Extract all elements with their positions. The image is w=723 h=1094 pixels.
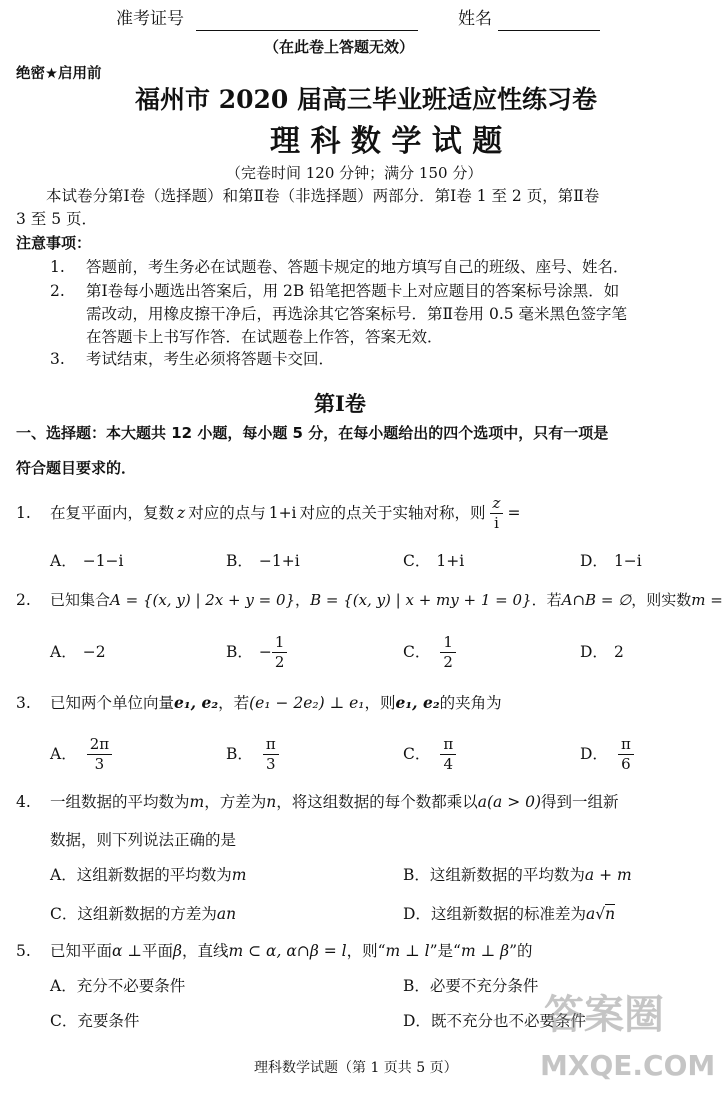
question-number: 5. (16, 942, 31, 960)
option-math: a + m (584, 866, 632, 884)
q5-text: ，直线 (181, 942, 229, 960)
option-sign: − (258, 643, 272, 661)
q5-text: ”是“ (429, 942, 461, 960)
option-math: a (585, 905, 596, 923)
fraction-numerator: z (490, 496, 504, 514)
option-label: C． (403, 643, 431, 661)
fraction-numerator: π (618, 737, 634, 755)
fraction-denominator: 6 (621, 754, 631, 773)
option-label: A． (50, 977, 77, 995)
exam-main-title: 福州市 2020 届高三毕业班适应性练习卷 (135, 85, 597, 114)
option-value: 1+i (436, 552, 465, 570)
option-value: 1−i (613, 552, 642, 570)
q3-text: 的夹角为 (439, 694, 502, 712)
q3-text: ，则 (364, 694, 396, 712)
watermark-url: MXQE.COM (540, 1049, 716, 1082)
q1-text: 对应的点关于实轴对称，则 (299, 504, 486, 522)
fraction-denominator: 2 (274, 652, 285, 671)
option-text: 这组新数据的方差为 (77, 905, 217, 923)
question-number: 2. (16, 591, 31, 609)
option-text: 这组新数据的平均数为 (429, 866, 585, 884)
secret-label: 绝密★启用前 (16, 66, 102, 82)
question-3-stem (50, 692, 502, 714)
option-math: n (605, 905, 616, 923)
question-2-stem (50, 589, 723, 611)
option-label: A． (50, 552, 77, 570)
q2-sep: ， (295, 591, 311, 609)
q1-option-a (50, 550, 124, 572)
note-line: 第Ⅰ卷每小题选出答案后，用 2B 铅笔把答题卡上对应题目的答案标号涂黑．如 (86, 282, 620, 300)
question-number: 1. (16, 504, 31, 522)
fraction-denominator: 4 (443, 754, 454, 773)
option-label: A． (50, 643, 77, 661)
q2-text: ．若 (531, 591, 562, 609)
question-5-stem (50, 940, 533, 962)
q1-equals: = (507, 504, 521, 522)
question-4-stem-line-2: 数据，则下列说法正确的是 (50, 831, 237, 849)
watermark-logo: 答案圈 (544, 992, 664, 1038)
option-text: 充分不必要条件 (76, 977, 186, 995)
option-text: 必要不充分条件 (429, 977, 539, 995)
admission-number-blank (196, 12, 418, 31)
option-label: C． (50, 1012, 78, 1030)
option-fraction (87, 734, 112, 773)
q4-var-m: m (189, 793, 205, 811)
option-value: 2 (613, 643, 624, 661)
q2-var-m: m = (691, 591, 723, 609)
q4-option-a (50, 864, 246, 886)
option-label: B． (226, 643, 253, 661)
fraction-numerator: π (263, 737, 279, 755)
option-label: D． (403, 1012, 431, 1030)
q4-option-c (50, 903, 236, 925)
name-blank (498, 12, 600, 31)
q3-text: 已知两个单位向量 (50, 694, 175, 712)
q5-cond-2: m ⊥ β (460, 942, 510, 960)
option-label: A． (50, 866, 77, 884)
q5-text: ”的 (509, 942, 533, 960)
q2-option-b (226, 630, 287, 674)
question-number: 3. (16, 694, 31, 712)
option-label: C． (403, 745, 431, 763)
notes-heading: 注意事项： (16, 234, 92, 252)
option-value: −2 (82, 643, 106, 661)
section-title: 第Ⅰ卷 (314, 391, 366, 416)
q2-option-a (50, 641, 106, 663)
intro-line-2: 3 至 5 页． (16, 210, 98, 228)
q2-option-c (403, 630, 456, 674)
option-label: D． (580, 552, 608, 570)
q3-option-a (50, 732, 112, 776)
option-label: B． (226, 745, 253, 763)
option-label: D． (580, 643, 608, 661)
q4-option-d (403, 903, 615, 925)
option-text: 这组新数据的平均数为 (76, 866, 232, 884)
q1-fraction (490, 493, 504, 532)
option-fraction (618, 734, 634, 773)
note-number: 3. (50, 350, 65, 368)
q5-text: 平面 (142, 942, 174, 960)
q5-cond-1: m ⊥ l (385, 942, 430, 960)
q5-text: 已知平面 (50, 942, 113, 960)
q1-text: 对应的点与 (188, 504, 266, 522)
section-instruction-line-2: 符合题目要求的． (16, 459, 137, 477)
option-text: 既不充分也不必要条件 (430, 1012, 586, 1030)
fraction-denominator: i (494, 513, 499, 532)
q4-text: ，将这组数据的每个数都乘以 (276, 793, 478, 811)
q5-beta: β (173, 942, 182, 960)
q1-var-z: z (177, 504, 186, 522)
option-fraction (263, 734, 279, 773)
q3-option-b (226, 732, 279, 776)
option-label: C． (403, 552, 431, 570)
q4-var-n: n (266, 793, 277, 811)
q2-set-a: A = {(x, y) | 2x + y = 0} (110, 591, 296, 609)
option-label: A． (50, 745, 77, 763)
option-value: −1−i (82, 552, 124, 570)
sqrt-icon: √ (595, 905, 606, 923)
q5-text: ，则“ (346, 942, 386, 960)
option-label: B． (226, 552, 253, 570)
q1-expr: 1+i (268, 504, 297, 522)
invalid-note: （在此卷上答题无效） (264, 38, 415, 56)
option-label: C． (50, 905, 78, 923)
q5-rel: α ⊥ (112, 942, 142, 960)
option-label: D． (580, 745, 608, 763)
note-line: 考试结束，考生必须将答题卡交回． (86, 350, 335, 368)
q4-option-b (403, 864, 632, 886)
q4-text: 得到一组新 (541, 793, 619, 811)
fraction-numerator: 2π (87, 737, 112, 755)
q3-text: ，若 (218, 694, 250, 712)
option-text: 充要条件 (77, 1012, 140, 1030)
option-label: B． (403, 977, 430, 995)
option-label: B． (403, 866, 430, 884)
question-number: 4. (16, 793, 31, 811)
q3-vectors: e₁, e₂ (174, 693, 219, 712)
q2-set-b: B = {(x, y) | x + my + 1 = 0} (310, 591, 532, 609)
option-text: 这组新数据的标准差为 (430, 905, 586, 923)
fraction-numerator: 1 (272, 635, 288, 653)
q1-option-c (403, 550, 464, 572)
q4-cond: a(a > 0) (477, 793, 542, 811)
option-math: an (216, 905, 237, 923)
q1-option-d (580, 550, 642, 572)
option-label: D． (403, 905, 431, 923)
q1-option-b (226, 550, 300, 572)
q3-vectors: e₁, e₂ (395, 693, 440, 712)
question-4-stem-line-1 (50, 791, 619, 813)
option-fraction (272, 632, 288, 671)
exam-time-info: （完卷时间 120 分钟；满分 150 分） (226, 164, 483, 182)
name-label: 姓名 (458, 9, 492, 29)
note-number: 1. (50, 258, 65, 276)
fraction-numerator: π (440, 737, 456, 755)
q5-option-a (50, 975, 185, 997)
page-footer: 理科数学试题（第 1 页共 5 页） (254, 1060, 458, 1076)
fraction-numerator: 1 (440, 635, 456, 653)
q2-option-d (580, 641, 624, 663)
q5-cond: m ⊂ α, α∩β = l (228, 942, 347, 960)
fraction-denominator: 3 (94, 754, 105, 773)
exam-subject-title: 理 科 数 学 试 题 (270, 124, 503, 159)
intro-line-1: 本试卷分第Ⅰ卷（选择题）和第Ⅱ卷（非选择题）两部分．第Ⅰ卷 1 至 2 页，第Ⅱ卷 (46, 187, 600, 205)
q2-text: ，则实数 (631, 591, 692, 609)
note-line: 需改动，用橡皮擦干净后，再选涂其它答案标号．第Ⅱ卷用 0.5 毫米黑色签字笔 (86, 305, 628, 323)
option-value: −1+i (258, 552, 300, 570)
q5-option-c (50, 1010, 139, 1032)
q3-cond: (e₁ − 2e₂) ⊥ e₁ (249, 694, 365, 712)
q2-cond: A∩B = ∅ (561, 591, 632, 609)
q3-option-c (403, 732, 456, 776)
note-number: 2. (50, 282, 65, 300)
option-fraction (440, 632, 456, 671)
q2-text: 已知集合 (50, 591, 111, 609)
q4-text: 一组数据的平均数为 (50, 793, 190, 811)
q3-option-d (580, 732, 634, 776)
section-instruction-line-1: 一、选择题：本大题共 12 小题，每小题 5 分，在每小题给出的四个选项中，只有一项是 (16, 424, 609, 442)
fraction-denominator: 3 (266, 754, 276, 773)
question-1-stem (50, 493, 520, 533)
q5-option-b (403, 975, 538, 997)
q1-text: 在复平面内，复数 (50, 504, 175, 522)
note-line: 答题前，考生务必在试题卷、答题卡规定的地方填写自己的班级、座号、姓名． (86, 258, 629, 276)
option-fraction (440, 734, 456, 773)
option-math: m (231, 866, 247, 884)
note-line: 在答题卡上书写作答．在试题卷上作答，答案无效． (86, 328, 443, 346)
q4-text: ，方差为 (204, 793, 267, 811)
fraction-denominator: 2 (443, 652, 453, 671)
admission-number-label: 准考证号 (116, 9, 184, 29)
